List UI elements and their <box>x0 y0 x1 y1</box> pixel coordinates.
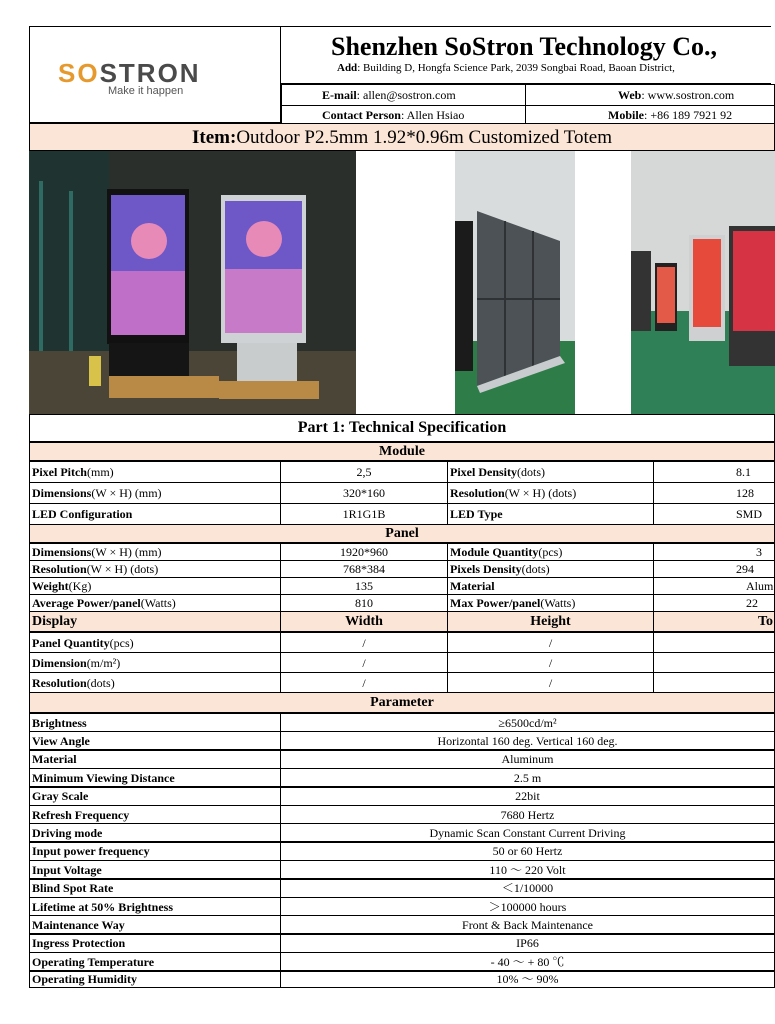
parameter-row-label: Input Voltage <box>29 860 281 879</box>
module-row-label: Dimensions (W × H) (mm) <box>29 482 281 504</box>
panel-row-value: 1920*960 <box>280 543 448 561</box>
parameter-row-value: 10% ～ 90% <box>280 971 775 988</box>
module-row-value: 2,5 <box>280 461 448 483</box>
module-row-label-right: Pixel Density (dots) <box>447 461 654 483</box>
parameter-row-value: Front & Back Maintenance <box>280 915 775 934</box>
company-address: Add: Building D, Hongfa Science Park, 2039 Songbai Road, Baoan District, <box>281 62 771 84</box>
showroom-photo-art <box>631 151 775 414</box>
module-row-value: 1R1G1B <box>280 503 448 525</box>
display-col-width: Width <box>280 611 448 632</box>
display-col-total: To <box>653 611 775 632</box>
parameter-row-value: 50 or 60 Hertz <box>280 842 775 861</box>
display-col-height: Height <box>447 611 654 632</box>
module-row-label: LED Configuration <box>29 503 281 525</box>
parameter-row-label: Maintenance Way <box>29 915 281 934</box>
module-row-value-right: SMD <box>653 503 775 525</box>
module-row-label-right: LED Type <box>447 503 654 525</box>
panel-row-value-right: Alum <box>653 577 775 595</box>
panel-row-label-right: Max Power/panel (Watts) <box>447 594 654 612</box>
parameter-row-value: 7680 Hertz <box>280 805 775 824</box>
parameter-row-label: Operating Humidity <box>29 971 281 988</box>
display-row-width: / <box>280 632 448 653</box>
panel-row-value-right: 294 <box>653 560 775 578</box>
panel-row-label: Weight (Kg) <box>29 577 281 595</box>
web-cell: Web : www.sostron.com <box>525 84 775 106</box>
logo-tagline: Make it happen <box>108 85 184 97</box>
product-photo-2 <box>455 151 575 414</box>
panel-row-value: 135 <box>280 577 448 595</box>
parameter-row-label: Ingress Protection <box>29 934 281 953</box>
parameter-row-value: Aluminum <box>280 750 775 769</box>
email-cell: E-mail : allen@sostron.com <box>281 84 526 106</box>
parameter-row-label: Lifetime at 50% Brightness <box>29 897 281 916</box>
display-row-width: / <box>280 652 448 673</box>
display-row-total <box>653 652 775 673</box>
parameter-row-label: Driving mode <box>29 823 281 842</box>
panel-row-label-right: Pixels Density (dots) <box>447 560 654 578</box>
parameter-row-value: ≥6500cd/m² <box>280 713 775 732</box>
module-heading: Module <box>29 442 775 461</box>
parameter-row-label: Minimum Viewing Distance <box>29 768 281 787</box>
display-row-height: / <box>447 632 654 653</box>
parameter-row-label: Material <box>29 750 281 769</box>
mobile-cell: Mobile : +86 189 7921 92 <box>525 105 775 124</box>
contact-cell: Contact Person : Allen Hsiao <box>281 105 526 124</box>
parameter-row-value: IP66 <box>280 934 775 953</box>
parameter-row-label: Operating Temperature <box>29 952 281 971</box>
item-title: Item: Outdoor P2.5mm 1.92*0.96m Customized Totem <box>29 123 775 151</box>
totem-photo-art <box>29 151 356 414</box>
panel-heading: Panel <box>29 524 775 543</box>
parameter-row-value: - 40 ～ + 80 ℃ <box>280 952 775 971</box>
display-row-label: Resolution (dots) <box>29 672 281 693</box>
product-photo-1 <box>29 151 356 414</box>
display-row-height: / <box>447 672 654 693</box>
module-row-value: 320*160 <box>280 482 448 504</box>
parameter-row-value: 22bit <box>280 787 775 806</box>
parameter-row-value: 2.5 m <box>280 768 775 787</box>
panel-row-label: Resolution (W × H) (dots) <box>29 560 281 578</box>
module-row-label: Pixel Pitch (mm) <box>29 461 281 483</box>
parameter-row-label: Refresh Frequency <box>29 805 281 824</box>
parameter-row-label: Input power frequency <box>29 842 281 861</box>
company-name: Shenzhen SoStron Technology Co., <box>281 26 771 66</box>
logo-box <box>29 26 281 123</box>
display-heading: Display <box>29 611 281 632</box>
panel-row-label: Average Power/panel (Watts) <box>29 594 281 612</box>
parameter-row-label: Brightness <box>29 713 281 732</box>
panel-row-value: 768*384 <box>280 560 448 578</box>
panel-row-value: 810 <box>280 594 448 612</box>
display-row-total <box>653 672 775 693</box>
panel-row-label: Dimensions (W × H) (mm) <box>29 543 281 561</box>
panel-row-label-right: Material <box>447 577 654 595</box>
parameter-row-value: Horizontal 160 deg. Vertical 160 deg. <box>280 731 775 750</box>
display-row-label: Panel Quantity (pcs) <box>29 632 281 653</box>
display-row-label: Dimension (m/m²) <box>29 652 281 673</box>
module-row-label-right: Resolution (W × H) (dots) <box>447 482 654 504</box>
cabinet-photo-art <box>455 151 575 414</box>
display-row-height: / <box>447 652 654 673</box>
module-row-value-right: 8.1 <box>653 461 775 483</box>
parameter-row-label: View Angle <box>29 731 281 750</box>
panel-row-value-right: 22 <box>653 594 775 612</box>
parameter-row-value: ＞100000 hours <box>280 897 775 916</box>
product-photo-3 <box>631 151 775 414</box>
parameter-heading: Parameter <box>29 692 775 713</box>
module-row-value-right: 128 <box>653 482 775 504</box>
parameter-row-label: Gray Scale <box>29 787 281 806</box>
parameter-row-label: Blind Spot Rate <box>29 879 281 898</box>
part1-title: Part 1: Technical Specification <box>29 414 775 442</box>
parameter-row-value: 110 ～ 220 Volt <box>280 860 775 879</box>
parameter-row-value: Dynamic Scan Constant Current Driving <box>280 823 775 842</box>
parameter-row-value: ＜1/10000 <box>280 879 775 898</box>
display-row-width: / <box>280 672 448 693</box>
panel-row-label-right: Module Quantity (pcs) <box>447 543 654 561</box>
panel-row-value-right: 3 <box>653 543 775 561</box>
display-row-total <box>653 632 775 653</box>
company-logo: SOSTRON <box>58 58 201 88</box>
